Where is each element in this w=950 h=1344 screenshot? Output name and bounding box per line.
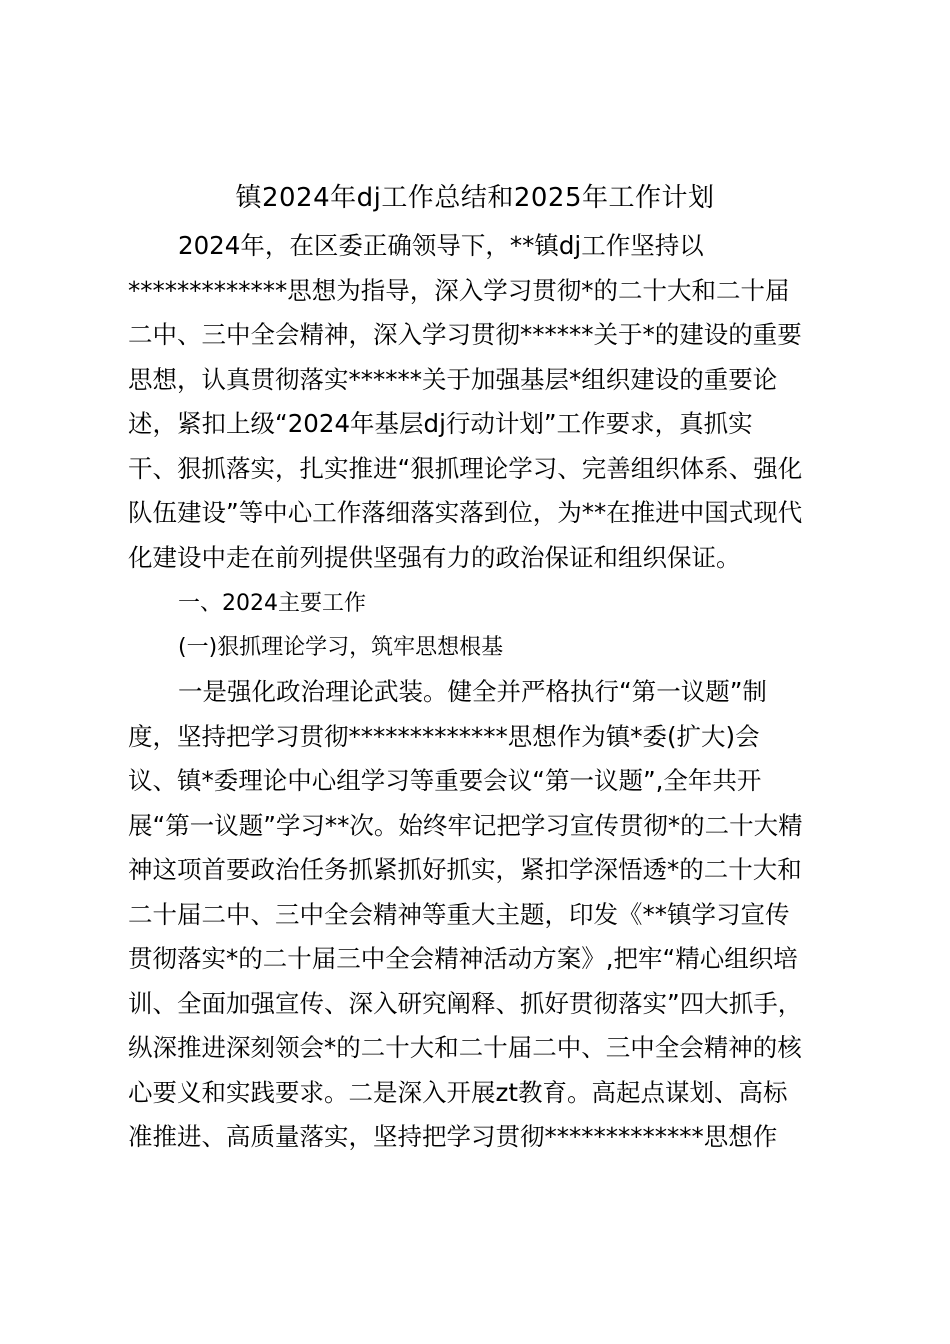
paragraph-line-5: 述，紧扣上级“2024年基层dj行动计划”工作要求，真抓实 — [128, 409, 753, 438]
paragraph-line-2: *************思想为指导，深入学习贯彻*的二十大和二十届 — [128, 276, 790, 305]
paragraph-line-17: 纵深推进深刻领会*的二十大和二十届二中、三中全会精神的核 — [128, 1033, 802, 1062]
paragraph-line-16: 训、全面加强宣传、深入研究阐释、抓好贯彻落实”四大抓手， — [128, 989, 803, 1018]
paragraph-line-18: 心要义和实践要求。二是深入开展zt教育。高起点谋划、高标 — [128, 1078, 788, 1107]
paragraph-line-11: 议、镇*委理论中心组学习等重要会议“第一议题”,全年共开 — [128, 766, 762, 795]
paragraph-line-12: 展“第一议题”学习**次。始终牢记把学习宣传贯彻*的二十大精 — [128, 811, 803, 840]
paragraph-line-9: 一是强化政治理论武装。健全并严格执行“第一议题”制 — [178, 677, 767, 706]
paragraph-line-4: 思想，认真贯彻落实******关于加强基层*组织建设的重要论 — [128, 365, 778, 394]
paragraph-line-13: 神这项首要政治任务抓紧抓好抓实，紧扣学深悟透*的二十大和 — [128, 855, 802, 884]
paragraph-line-6: 干、狠抓落实，扎实推进“狠抓理论学习、完善组织体系、强化 — [128, 454, 803, 483]
document-title: 镇2024年dj工作总结和2025年工作计划 — [235, 183, 715, 213]
paragraph-line-19: 准推进、高质量落实，坚持把学习贯彻*************思想作 — [128, 1122, 778, 1151]
subsection-heading: (一)狠抓理论学习，筑牢思想根基 — [178, 635, 504, 660]
paragraph-line-8: 化建设中走在前列提供坚强有力的政治保证和组织保证。 — [128, 543, 741, 572]
paragraph-line-14: 二十届二中、三中全会精神等重大主题，印发《**镇学习宣传 — [128, 900, 790, 929]
paragraph-line-3: 二中、三中全会精神，深入学习贯彻******关于*的建设的重要 — [128, 320, 802, 349]
paragraph-line-1: 2024年，在区委正确领导下，**镇dj工作坚持以 — [178, 231, 704, 260]
paragraph-line-15: 贯彻落实*的二十届三中全会精神活动方案》,把牢“精心组织培 — [128, 944, 798, 973]
paragraph-line-10: 度，坚持把学习贯彻*************思想作为镇*委(扩大)会 — [128, 722, 760, 751]
section-heading: 一、2024主要工作 — [178, 591, 366, 616]
paragraph-line-7: 队伍建设”等中心工作落细落实落到位，为**在推进中国式现代 — [128, 498, 803, 527]
